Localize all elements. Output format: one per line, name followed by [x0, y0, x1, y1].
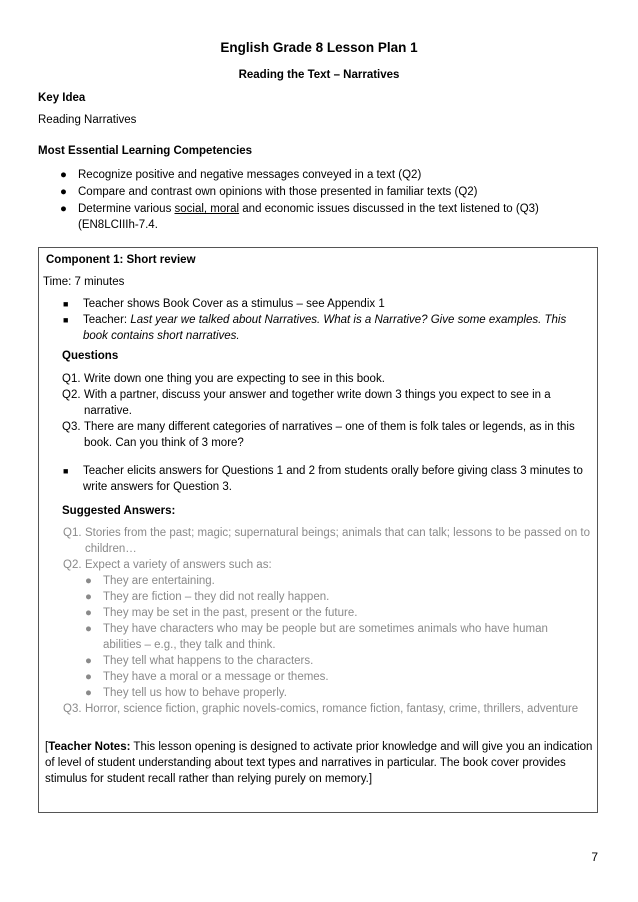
square-bullet-icon: ■ [63, 299, 69, 309]
page-number: 7 [591, 850, 598, 864]
underlined-text: social, moral [174, 203, 240, 215]
notes-text: This lesson opening is designed to activate prior knowledge and will give you an indication of level of student understanding about text types and narratives in particular. The book cover provides stimulus for student recall rather than relying purely on memory.] [45, 741, 593, 785]
competency-text-continued: and economic issues discussed in the text listened to (Q3) (EN8LCIIIh-7.4. [78, 203, 539, 231]
bullet-icon: ● [85, 623, 92, 635]
list-item [62, 387, 590, 419]
answer-text: Stories from the past; magic; supernatural beings; animals that can talk; lessons to be passed on to children… [85, 527, 590, 555]
list-item [63, 463, 587, 495]
bullet-icon: ● [85, 591, 92, 603]
teacher-point-text: Teacher shows Book Cover as a stimulus – see Appendix 1 [83, 298, 385, 310]
answer-point: They tell what happens to the characters. [103, 655, 314, 667]
question-number: Q1. [62, 373, 81, 385]
component-time: Time: 7 minutes [43, 276, 125, 288]
teacher-notes [45, 739, 593, 787]
question-text: With a partner, discuss your answer and together write down 3 things you expect to see in a narrative. [84, 389, 551, 417]
answer-point: They tell us how to behave properly. [103, 687, 287, 699]
answers-heading: Suggested Answers: [62, 505, 176, 517]
competency-text: Determine various [78, 203, 175, 215]
square-bullet-icon: ■ [63, 466, 69, 476]
bullet-icon: ● [60, 203, 67, 215]
list-item [63, 701, 591, 717]
bullet-icon: ● [85, 607, 92, 619]
key-idea-text: Reading Narratives [38, 114, 137, 126]
teacher-point-prefix: Teacher: [83, 314, 131, 326]
answer-number: Q1. [63, 527, 82, 539]
teacher-point-italic: Last year we talked about Narratives. What is a Narrative? Give some examples. This book contains short narratives. [83, 314, 567, 342]
competency-text: Compare and contrast own opinions with those presented in familiar texts (Q2) [78, 186, 478, 198]
bullet-icon: ● [85, 687, 92, 699]
component-box [38, 247, 598, 813]
page-title: English Grade 8 Lesson Plan 1 [220, 40, 418, 55]
list-item [60, 167, 580, 183]
answer-point: They are entertaining. [103, 575, 215, 587]
answer-point: They have a moral or a message or themes. [103, 671, 329, 683]
list-item [85, 685, 555, 701]
key-idea-heading: Key Idea [38, 92, 86, 104]
answer-point: They have characters who may be people but are sometimes animals who have human abilities – e.g., they talk and think. [103, 623, 548, 651]
bullet-icon: ● [85, 655, 92, 667]
notes-bracket: [ [45, 741, 49, 753]
questions-heading: Questions [62, 350, 119, 362]
list-item [63, 557, 591, 573]
list-item [85, 621, 555, 653]
bullet-icon: ● [60, 186, 67, 198]
elicit-text: Teacher elicits answers for Questions 1 and 2 from students orally before giving class 3 minutes to write answers for Question 3. [83, 465, 583, 493]
answer-number: Q2. [63, 559, 82, 571]
list-item [85, 589, 555, 605]
page-subtitle: Reading the Text – Narratives [238, 69, 400, 81]
list-item [63, 525, 591, 557]
component-heading: Component 1: Short review [46, 254, 196, 266]
competencies-heading: Most Essential Learning Competencies [38, 145, 253, 157]
answers-list [63, 525, 591, 717]
question-text: Write down one thing you are expecting to see in this book. [84, 373, 385, 385]
list-item [63, 296, 587, 312]
list-item [60, 201, 580, 233]
questions-list [62, 371, 590, 451]
list-item [62, 419, 590, 451]
teacher-points [63, 296, 587, 344]
list-item [60, 184, 580, 200]
answer-sublist [85, 573, 555, 701]
answer-number: Q3. [63, 703, 82, 715]
list-item [85, 653, 555, 669]
answer-text: Expect a variety of answers such as: [85, 559, 272, 571]
answer-text: Horror, science fiction, graphic novels-comics, romance fiction, fantasy, crime, thrillers, adventure [85, 703, 579, 715]
question-number: Q2. [62, 389, 81, 401]
bullet-icon: ● [85, 575, 92, 587]
answer-point: They are fiction – they did not really happen. [103, 591, 330, 603]
bullet-icon: ● [85, 671, 92, 683]
list-item [85, 573, 555, 589]
list-item [85, 669, 555, 685]
question-number: Q3. [62, 421, 81, 433]
question-text: There are many different categories of narratives – one of them is folk tales or legends, as in this book. Can you think of 3 more? [84, 421, 575, 449]
list-item [62, 371, 590, 387]
competencies-list [60, 167, 580, 233]
list-item [63, 312, 587, 344]
bullet-icon: ● [60, 169, 67, 181]
elicit-point [63, 463, 587, 495]
answer-point: They may be set in the past, present or the future. [103, 607, 358, 619]
competency-text: Recognize positive and negative messages conveyed in a text (Q2) [78, 169, 422, 181]
square-bullet-icon: ■ [63, 315, 69, 325]
notes-label: Teacher Notes: [48, 741, 131, 753]
list-item [85, 605, 555, 621]
